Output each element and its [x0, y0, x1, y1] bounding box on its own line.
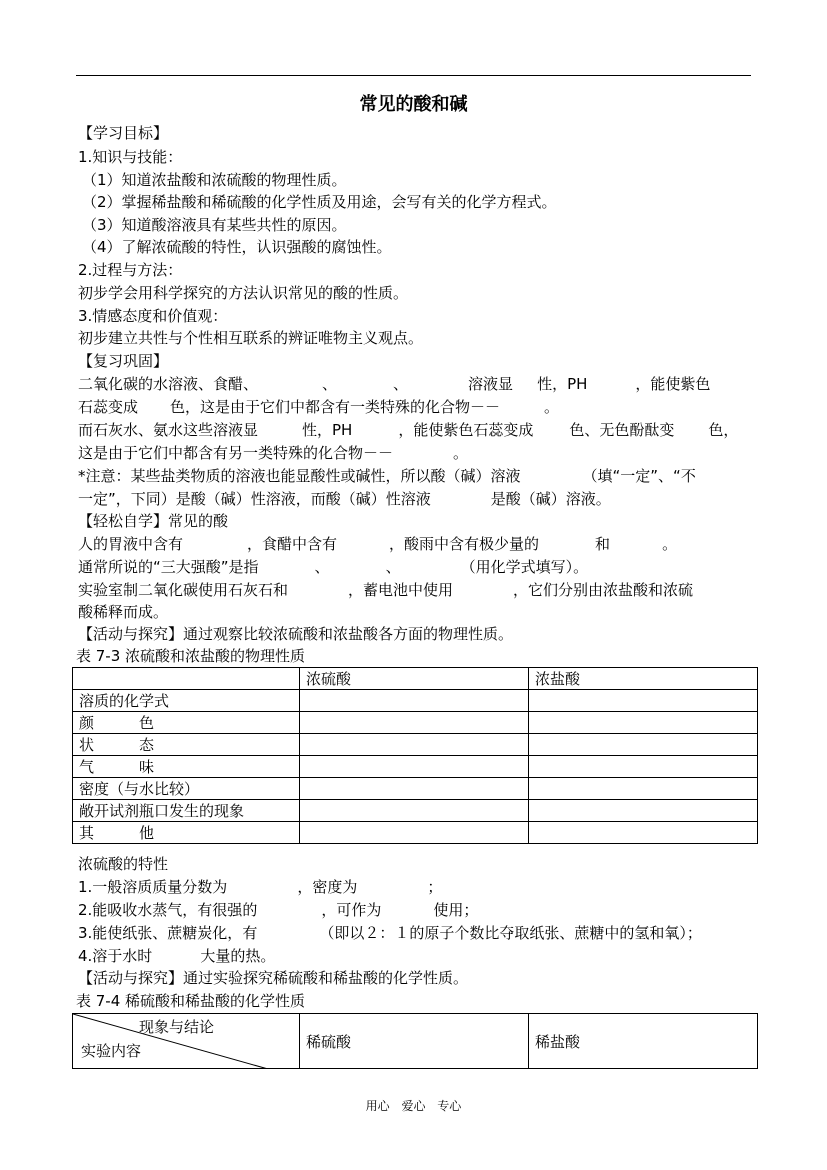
- table-row: [73, 778, 758, 800]
- review-note-1: *注意：某些盐类物质的溶液也能显酸性或碱性，所以酸（碱）溶液 （填“一定”、“不: [78, 467, 696, 485]
- text-line: 3.情感态度和价值观：: [78, 307, 228, 325]
- table-caption-7-3: 表 7-3 浓硫酸和浓盐酸的物理性质: [76, 647, 306, 665]
- answer-cell[interactable]: [529, 734, 758, 756]
- row-label: 状 态: [73, 734, 300, 756]
- table-row: [73, 800, 758, 822]
- chemical-properties-table: [72, 1013, 758, 1069]
- conc-line-4: 4.溶于水时 大量的热。: [78, 947, 276, 965]
- review-note-2: 一定”，下同）是酸（碱）性溶液，而酸（碱）性溶液 是酸（碱）溶液。: [78, 490, 611, 508]
- answer-cell[interactable]: [300, 778, 529, 800]
- table-row: [73, 690, 758, 712]
- text-line: 1.知识与技能：: [78, 148, 183, 166]
- answer-cell[interactable]: [300, 712, 529, 734]
- table-header-cell: 稀硫酸: [300, 1014, 529, 1069]
- activity-heading-2: 【活动与探究】通过实验探究稀硫酸和稀盐酸的化学性质。: [78, 969, 469, 987]
- table-row: [73, 756, 758, 778]
- physical-properties-table: [72, 667, 758, 844]
- selfstudy-line-2: 通常所说的“三大强酸”是指 、 、 （用化学式填写）。: [78, 558, 589, 576]
- selfstudy-line-4: 酸稀释而成。: [78, 603, 169, 621]
- header-rule: [76, 75, 751, 76]
- answer-cell[interactable]: [300, 734, 529, 756]
- table-header-cell: 浓硫酸: [300, 668, 529, 690]
- page-title: 常见的酸和碱: [359, 94, 468, 115]
- row-label: 其 他: [73, 822, 300, 844]
- answer-cell[interactable]: [529, 756, 758, 778]
- activity-heading-1: 【活动与探究】通过观察比较浓硫酸和浓盐酸各方面的物理性质。: [78, 625, 514, 643]
- row-label: 敞开试剂瓶口发生的现象: [73, 800, 300, 822]
- table-row: [73, 822, 758, 844]
- diag-header-bottom: 实验内容: [81, 1042, 142, 1060]
- answer-cell[interactable]: [529, 690, 758, 712]
- table-row: [73, 712, 758, 734]
- row-label: 颜 色: [73, 712, 300, 734]
- text-line: （4）了解浓硫酸的特性，认识强酸的腐蚀性。: [82, 238, 392, 256]
- row-label: 密度（与水比较）: [73, 778, 300, 800]
- answer-cell[interactable]: [529, 822, 758, 844]
- diag-header-top: 现象与结论: [139, 1018, 215, 1036]
- review-line-2: 石蕊变成 色，这是由于它们中都含有一类特殊的化合物－－ 。: [78, 398, 560, 416]
- answer-cell[interactable]: [529, 712, 758, 734]
- selfstudy-line-3: 实验室制二氧化碳使用石灰石和 ，蓄电池中使用 ，它们分别由浓盐酸和浓硫: [78, 581, 694, 599]
- table-header-row: [73, 1014, 758, 1069]
- review-line-1: 二氧化碳的水溶液、食醋、 、 、 溶液显 性，PH ，能使紫色: [78, 375, 711, 393]
- text-line: 2.过程与方法：: [78, 261, 183, 279]
- page-footer: 用心 爱心 专心: [365, 1099, 462, 1113]
- text-line: （3）知道酸溶液具有某些共性的原因。: [82, 216, 347, 234]
- answer-cell[interactable]: [529, 800, 758, 822]
- row-label: 溶质的化学式: [73, 690, 300, 712]
- conc-line-3: 3.能使纸张、蔗糖炭化，有 （即以２：１的原子个数比夺取纸张、蔗糖中的氢和氧）；: [78, 924, 702, 942]
- table-header-cell: 浓盐酸: [529, 668, 758, 690]
- selfstudy-line-1: 人的胃液中含有 ，食醋中含有 ，酸雨中含有极少量的 和 。: [78, 535, 678, 553]
- text-line: （1）知道浓盐酸和浓硫酸的物理性质。: [82, 171, 347, 189]
- diagonal-header-cell: [73, 1014, 300, 1069]
- conc-line-2: 2.能吸收水蒸气，有很强的 ，可作为 使用；: [78, 901, 479, 919]
- review-line-3: 而石灰水、氨水这些溶液显 性，PH ，能使紫色石蕊变成 色、无色酚酞变 色，: [78, 421, 739, 439]
- answer-cell[interactable]: [300, 690, 529, 712]
- section-selfstudy: 【轻松自学】常见的酸: [78, 512, 229, 530]
- table-header-cell: [73, 668, 300, 690]
- review-line-4: 这是由于它们中都含有另一类特殊的化合物－－ 。: [78, 444, 469, 462]
- text-line: 初步建立共性与个性相互联系的辨证唯物主义观点。: [78, 329, 424, 347]
- answer-cell[interactable]: [300, 822, 529, 844]
- table-row: [73, 734, 758, 756]
- section-review: 【复习巩固】: [78, 352, 169, 370]
- text-line: 初步学会用科学探究的方法认识常见的酸的性质。: [78, 284, 409, 302]
- text-line: （2）掌握稀盐酸和稀硫酸的化学性质及用途，会写有关的化学方程式。: [82, 193, 557, 211]
- answer-cell[interactable]: [300, 756, 529, 778]
- answer-cell[interactable]: [529, 778, 758, 800]
- table-caption-7-4: 表 7-4 稀硫酸和稀盐酸的化学性质: [76, 992, 306, 1010]
- table-header-cell: 稀盐酸: [529, 1014, 758, 1069]
- section-objectives: 【学习目标】: [78, 124, 169, 142]
- table-header-row: [73, 668, 758, 690]
- conc-line-1: 1.一般溶质质量分数为 ，密度为 ；: [78, 878, 443, 896]
- concentrated-acid-heading: 浓硫酸的特性: [78, 855, 169, 873]
- row-label: 气 味: [73, 756, 300, 778]
- answer-cell[interactable]: [300, 800, 529, 822]
